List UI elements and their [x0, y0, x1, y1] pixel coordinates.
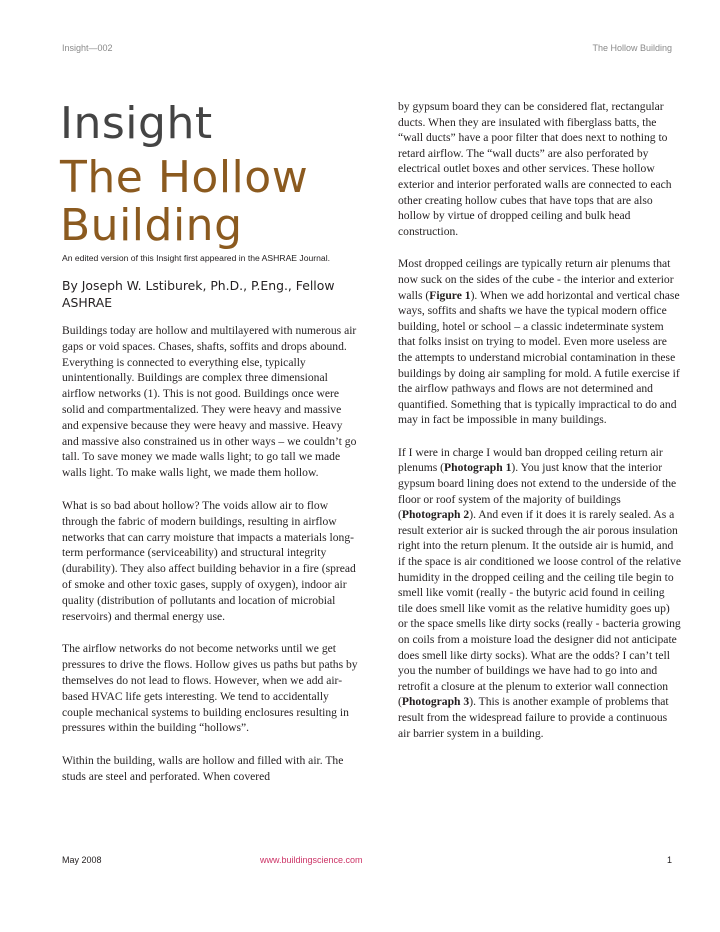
photograph-reference: Photograph 2 — [401, 508, 470, 522]
body-paragraph: by gypsum board they can be considered flat, rectangular ducts. When they are insulated with fiberglass batts, the “wall ducts” have a poor filter that does next to nothing to retard airflow. The “wall ducts” are also perforated by electrical outlet boxes and other services. These hollow exterior and interior perforated walls are connected to each other creating hollow cubes that have tops that are also hollow by virtue of dropped ceiling and bulk head construction. — [398, 100, 672, 238]
footer-date: May 2008 — [62, 855, 102, 865]
series-title: Insight — [60, 98, 213, 149]
left-column — [62, 323, 360, 802]
photograph-reference: Photograph 1 — [444, 461, 512, 475]
article-title-line-2: Building — [60, 200, 243, 251]
body-paragraph: Within the building, walls are hollow and filled with air. The studs are steel and perforated. When covered — [62, 754, 344, 783]
body-paragraph — [398, 445, 682, 741]
right-column — [398, 99, 682, 758]
text-run: If I were in charge I would ban dropped ceiling return air plenums ( — [398, 445, 663, 475]
running-header-right: The Hollow Building — [592, 43, 672, 53]
photograph-reference: Photograph 3 — [401, 695, 470, 709]
text-run: ). This is another example of problems that result from the widespread failure to provide a continuous air barrier system in a building. — [398, 695, 669, 740]
text-run: Most dropped ceilings are typically return air plenums that now suck on the sides of the cube - the interior and exterior walls ( — [398, 257, 674, 302]
footer-website-link[interactable]: www.buildingscience.com — [260, 855, 363, 865]
body-paragraph: What is so bad about hollow? The voids allow air to flow through the fabric of modern buildings, resulting in airflow networks that can carry moisture that impacts a materials long-term performance (serviceability) and structural integrity (durability). They also affect building behavior in a fire (spread of smoke and other toxic gases, supply of oxygen), indoor air quality (distribution of pollutants and location of microbial reservoirs) and thermal energy use. — [62, 498, 356, 623]
article-title-line-1: The Hollow — [60, 152, 309, 203]
body-paragraph — [398, 256, 682, 428]
figure-reference: Figure 1 — [429, 288, 471, 302]
page-number: 1 — [666, 855, 672, 865]
text-run: ). You just know that the interior gypsum board lining does not extend to the underside of the floor or roof system of the majority of buildings ( — [398, 461, 677, 522]
author-byline: By Joseph W. Lstiburek, Ph.D., P.Eng., Fellow ASHRAE — [62, 278, 335, 310]
text-run: ). And even if it does it is rarely sealed. As a result exterior air is sucked through the air porous insulation right into the return plenum. It the outside air is humid, and if the space is air conditioned we loose control of the relative humidity in the dropped ceiling and the ceiling tile begin to smell like vomit (really - the butyric acid found in ceiling tile does smell like vomit as the relative humidity goes up) or the space smells like dirty socks (really - bacteria growing on coils from a moisture load the designer did not anticipate does smell like dirty socks). What are the odds? I can’t tell you the number of buildings we have had to go into and retrofit a closure at the plenum to exterior wall connection ( — [398, 508, 681, 709]
publication-note: An edited version of this Insight first appeared in the ASHRAE Journal. — [62, 253, 330, 263]
body-paragraph: Buildings today are hollow and multilayered with numerous air gaps or void spaces. Chases, shafts, soffits and drops abound. Everything is connected to everything else, typically unintentionally. Buildings are complex three dimensional airflow networks (1). This is not good. Buildings once were solid and compartmentalized. They were heavy and massive and expensive because they were heavy and massive. Heavy and massive also constrained us in other ways – we couldn’t go tall. To save money we made walls light; to go tall we made walls light. To make walls light, we made them hollow. — [62, 324, 357, 480]
running-header-left: Insight—002 — [62, 43, 113, 53]
text-run: ). When we add horizontal and vertical chase ways, soffits and shafts we have the typical modern office building, hotel or school – a classic indeterminate system that folks insist on trying to model. Even more useless are the attempts to understand microbial contamination in these buildings by doing air sampling for mold. A futile exercise if the airflow pathways and flows are not determined and quantified. Something that is typically impractical to do and may in fact be impossible in many buildings. — [398, 288, 680, 427]
body-paragraph: The airflow networks do not become networks until we get pressures to drive the flows. Hollow gives us paths but paths by themselves do not lead to flows. However, when we add air-based HVAC life gets interesting. We tend to accidentally couple mechanical systems to building enclosures resulting in pressures within the building “hollows”. — [62, 642, 358, 735]
